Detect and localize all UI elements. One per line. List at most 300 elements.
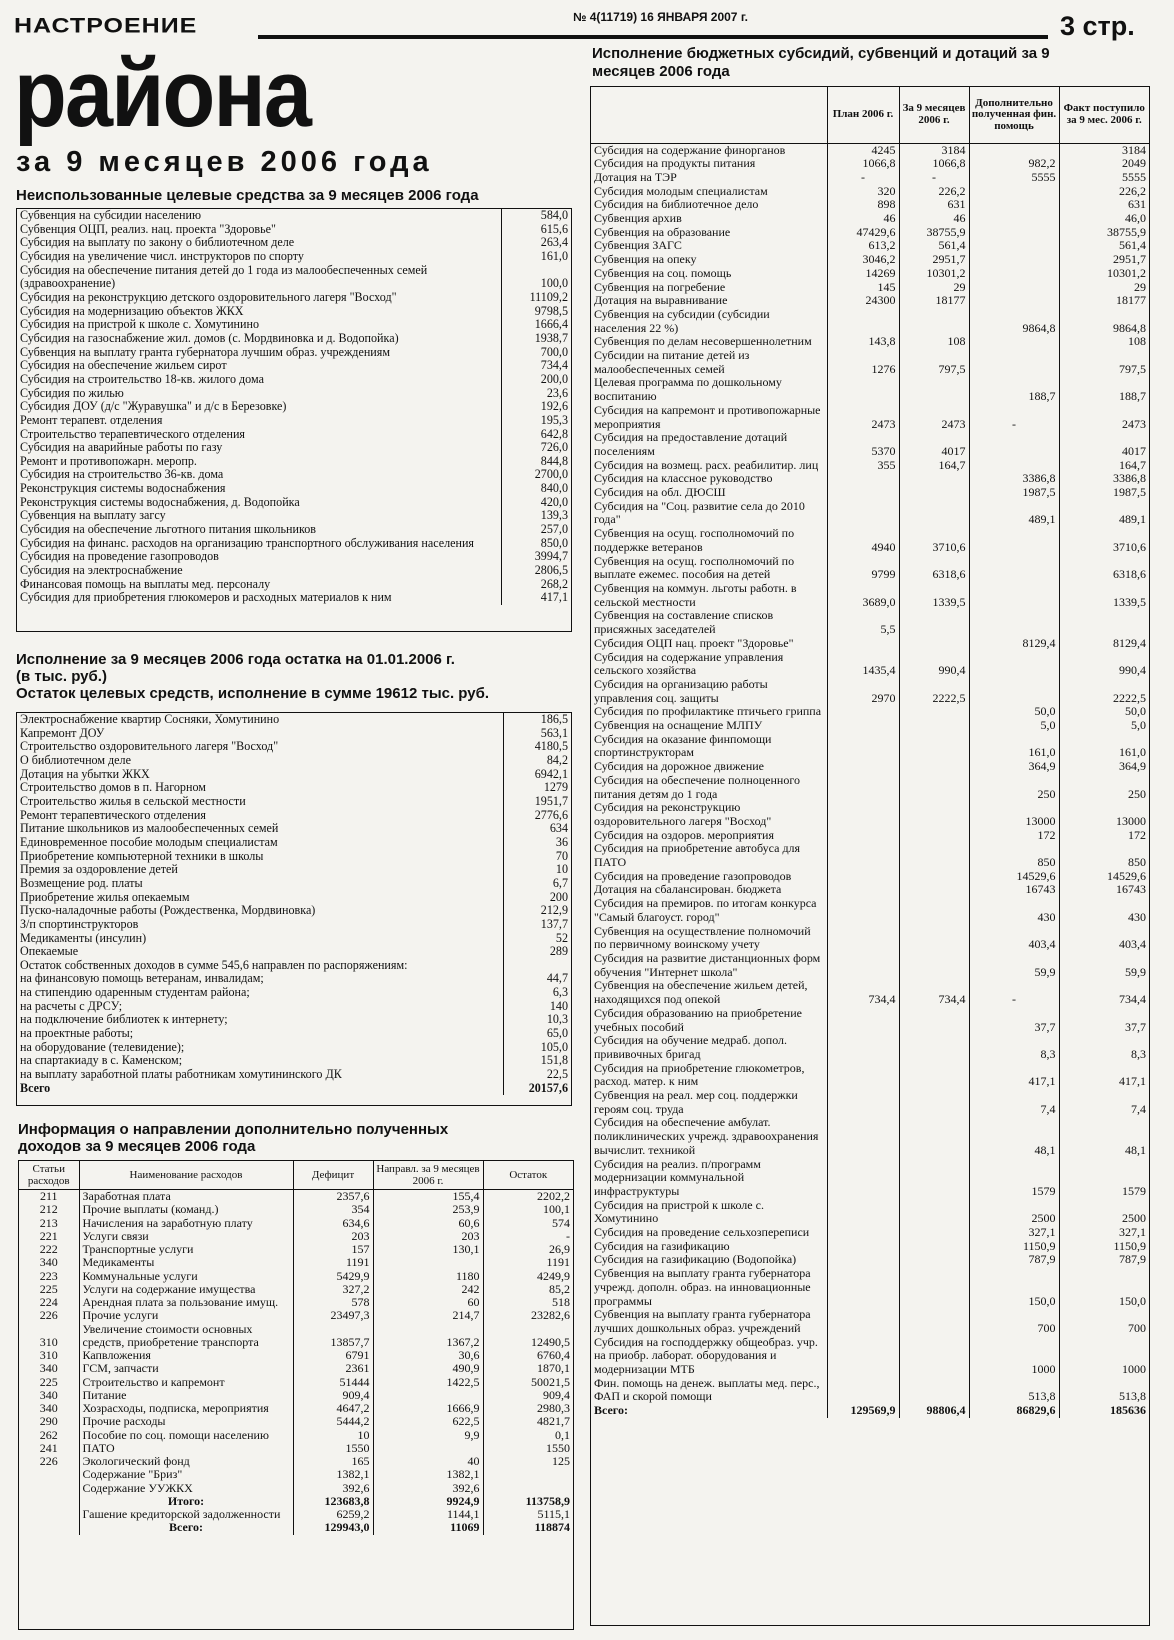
row-value: 50,0 (969, 705, 1059, 719)
table-row (591, 1116, 1149, 1157)
table-row (17, 496, 571, 510)
row-value: 2222,5 (1059, 678, 1149, 705)
row-value: 18177 (1059, 294, 1149, 308)
row-value (899, 801, 969, 828)
row-value: 212,9 (503, 904, 571, 918)
row-value (827, 870, 899, 884)
row-value: 561,4 (1059, 239, 1149, 253)
table-row (591, 335, 1149, 349)
row-value: 489,1 (969, 500, 1059, 527)
row-value (899, 925, 969, 952)
table-row (591, 801, 1149, 828)
row-name: Пуско-наладочные работы (Рождественка, Мордвиновка) (20, 904, 316, 918)
table-row (591, 1240, 1149, 1254)
row-name: Экологический фонд (79, 1455, 293, 1468)
row-value: 734,4 (501, 359, 571, 373)
row-value: 13000 (1059, 801, 1149, 828)
row-value (899, 1377, 969, 1404)
row-value (827, 829, 899, 843)
row-value: 417,1 (969, 1062, 1059, 1089)
row-name: Субсидия на газоснабжение жил. домов (с. Мордвиновка и д. Водопойка) (20, 331, 399, 345)
row-name: Субсидия на развитие дистанционных форм обучения "Интернет школа" (594, 951, 821, 979)
row-value: 1951,7 (503, 795, 571, 809)
row-value (827, 637, 899, 651)
table-row (591, 925, 1149, 952)
row-value: 6,7 (503, 877, 571, 891)
row-value: 584,0 (501, 209, 571, 223)
row-name: Субсидия на предоставление дотаций поселениям (594, 431, 788, 458)
row-value: 6942,1 (503, 768, 571, 782)
row-value: 355 (827, 459, 899, 473)
row-value: 263,4 (501, 236, 571, 250)
table-row (19, 1468, 573, 1481)
row-value (899, 1158, 969, 1199)
row-name: Субвенция на выплату гранта губернатора учрежд. дополн. образ. на инновационные программы (594, 1267, 811, 1308)
row-value (827, 1062, 899, 1089)
row-value (899, 842, 969, 869)
table-row (17, 373, 571, 387)
row-value: 165 (293, 1455, 373, 1468)
table-row (591, 733, 1149, 760)
row-value: 14529,6 (969, 870, 1059, 884)
row-value: 150,0 (969, 1267, 1059, 1308)
table-row (591, 376, 1149, 403)
additional-income-title: Информация о направлении дополнительно полученных (18, 1121, 449, 1138)
row-value (899, 952, 969, 979)
row-value: 320 (827, 185, 899, 199)
row-name: на оборудование (телевидение); (20, 1040, 185, 1054)
table-row (19, 1217, 573, 1230)
row-name: Услуги на содержание имущества (79, 1283, 293, 1296)
row-name: Субсидия на оказание финпомощи спортинструкторам (594, 732, 772, 760)
row-code: 340 (39, 1256, 58, 1270)
column-header (591, 87, 827, 143)
row-value (899, 1089, 969, 1116)
row-name: Субсидия на строительство 18-кв. жилого дома (20, 372, 264, 386)
table-row (17, 468, 571, 482)
column-header: Направл. за 9 месяцев 2006 г. (373, 1161, 483, 1190)
row-value (503, 959, 571, 973)
row-value: 1367,2 (373, 1323, 483, 1350)
column-header: Наименование расходов (79, 1161, 293, 1190)
table-row (591, 431, 1149, 458)
table-row (17, 1041, 571, 1055)
row-value: 631 (1059, 198, 1149, 212)
row-value: 2473 (899, 404, 969, 431)
row-value (827, 472, 899, 486)
row-name: Субвенция архив (594, 212, 682, 226)
row-value: 1550 (483, 1442, 573, 1455)
row-value: 430 (1059, 897, 1149, 924)
row-code (19, 1495, 79, 1508)
table-row (591, 609, 1149, 636)
table-row (19, 1230, 573, 1243)
row-value: 172 (969, 829, 1059, 843)
table-row (19, 1442, 573, 1455)
row-value: 2222,5 (899, 678, 969, 705)
row-value: 65,0 (503, 1027, 571, 1041)
row-name: Всего: (79, 1521, 293, 1534)
row-value: 3184 (1059, 143, 1149, 157)
row-value (827, 952, 899, 979)
table-row (591, 637, 1149, 651)
row-value (899, 500, 969, 527)
row-name: Гашение кредиторской задолженности (79, 1508, 293, 1521)
row-value: 490,9 (373, 1362, 483, 1375)
row-value: 700,0 (501, 346, 571, 360)
row-value (899, 1267, 969, 1308)
row-value: 137,7 (503, 918, 571, 932)
row-value: 417,1 (1059, 1062, 1149, 1089)
row-value: 6760,4 (483, 1349, 573, 1362)
row-value: 13000 (969, 801, 1059, 828)
row-value: 3994,7 (501, 550, 571, 564)
row-value (899, 1308, 969, 1335)
row-value: 1339,5 (1059, 582, 1149, 609)
row-value: 392,6 (293, 1482, 373, 1495)
row-value (969, 239, 1059, 253)
table-row (17, 727, 571, 741)
table-row (17, 986, 571, 1000)
row-value (827, 925, 899, 952)
row-name: Питание (79, 1389, 293, 1402)
row-value: 46 (827, 212, 899, 226)
table-row (19, 1389, 573, 1402)
row-value (969, 555, 1059, 582)
row-value (969, 143, 1059, 157)
row-value: 250 (969, 774, 1059, 801)
row-name: Субсидия для приобретения глюкомеров и расходных материалов к ним (20, 591, 392, 605)
table-row (17, 332, 571, 346)
row-value: 1382,1 (373, 1468, 483, 1481)
table-row (19, 1256, 573, 1269)
row-value (969, 185, 1059, 199)
table-row (591, 705, 1149, 719)
row-value (899, 637, 969, 651)
table-row (17, 414, 571, 428)
row-name: Субвенция на осущ. госполномочий по выплате ежемес. пособия на детей (594, 554, 795, 582)
row-value: 257,0 (501, 523, 571, 537)
row-value (899, 1253, 969, 1267)
row-name: Увеличение стоимости основных средств, приобретение транспорта (79, 1323, 293, 1350)
row-name: Субсидия на пристрой к школе с. Хомутинино (20, 318, 260, 332)
row-name: на расчеты с ДРСУ; (20, 999, 123, 1013)
table-row (17, 1054, 571, 1068)
row-value: 10 (293, 1429, 373, 1442)
row-value: 2473 (1059, 404, 1149, 431)
row-value: 2951,7 (899, 253, 969, 267)
row-value: 5444,2 (293, 1415, 373, 1428)
row-value: 3184 (899, 143, 969, 157)
table-row (17, 291, 571, 305)
row-value: 38755,9 (899, 226, 969, 240)
table-row (19, 1283, 573, 1296)
row-value: 9798,5 (501, 305, 571, 319)
table-row (17, 400, 571, 414)
issue-line: № 4(11719) 16 ЯНВАРЯ 2007 г. (573, 10, 748, 24)
row-name: Арендная плата за пользование имущ. (79, 1296, 293, 1309)
row-name: на спартакиаду в с. Каменском; (20, 1054, 183, 1068)
row-name: Субсидия по профилактике птичьего гриппа (594, 705, 822, 719)
row-code: 226 (39, 1309, 58, 1323)
row-name: Субсидия на организацию работы управления соц. защиты (594, 677, 768, 705)
row-value: - (827, 171, 899, 185)
row-value: 561,4 (899, 239, 969, 253)
table-row (19, 1349, 573, 1362)
row-name: Строительство домов в п. Нагорном (20, 781, 206, 795)
budget-subsidies-box (590, 86, 1150, 1626)
row-name: Финансовая помощь на выплаты мед. персоналу (20, 577, 271, 591)
row-value: 4249,9 (483, 1270, 573, 1283)
table-row (17, 863, 571, 877)
row-name: Субсидия на обеспечение жильем сирот (20, 359, 227, 373)
table-row (17, 264, 571, 291)
row-value: 403,4 (969, 925, 1059, 952)
row-value (827, 897, 899, 924)
row-value: 113758,9 (483, 1495, 573, 1508)
row-value: 185636 (1059, 1404, 1149, 1418)
row-name: Содержание УУЖКХ (79, 1482, 293, 1495)
column-header: Статьи расходов (19, 1161, 79, 1190)
row-value (827, 705, 899, 719)
row-value (827, 1267, 899, 1308)
row-name: Итого: (79, 1495, 293, 1508)
row-value: 226,2 (1059, 185, 1149, 199)
table-row (591, 1158, 1149, 1199)
row-value: 8129,4 (1059, 637, 1149, 651)
row-value (373, 1389, 483, 1402)
unused-funds-title: Неиспользованные целевые средства за 9 месяцев 2006 года (16, 187, 479, 204)
row-value: 188,7 (969, 376, 1059, 403)
column-header: Факт поступило за 9 мес. 2006 г. (1059, 87, 1149, 143)
row-name: Субсидия на господдержку общеобраз. учр. на приобр. лаборат. оборудования и модернизации МТБ (594, 1335, 818, 1377)
row-value (899, 870, 969, 884)
table-row (17, 455, 571, 469)
column-header: План 2006 г. (827, 87, 899, 143)
table-row (17, 550, 571, 564)
row-value (483, 1482, 573, 1495)
row-value: 1987,5 (969, 486, 1059, 500)
row-value: 4821,7 (483, 1415, 573, 1428)
row-name: Услуги связи (79, 1230, 293, 1243)
row-value: 9864,8 (969, 308, 1059, 335)
row-value: 513,8 (1059, 1377, 1149, 1404)
row-value: 1339,5 (899, 582, 969, 609)
row-value (969, 527, 1059, 554)
row-value: 2357,6 (293, 1190, 373, 1204)
row-value: 3046,2 (827, 253, 899, 267)
row-value: 250 (1059, 774, 1149, 801)
row-name: Субсидия на проведение сельхозпереписи (594, 1226, 810, 1240)
row-value (969, 459, 1059, 473)
row-value: 108 (899, 335, 969, 349)
row-code: 222 (39, 1243, 58, 1256)
table-row (17, 768, 571, 782)
row-value: 143,8 (827, 335, 899, 349)
table-row (591, 404, 1149, 431)
row-value: 253,9 (373, 1203, 483, 1216)
row-value: 203 (293, 1230, 373, 1243)
row-value: 118874 (483, 1521, 573, 1534)
row-value: 164,7 (899, 459, 969, 473)
row-value: 6318,6 (1059, 555, 1149, 582)
row-code: 211 (39, 1189, 58, 1203)
row-name: Реконструкция системы водоснабжения, д. Водопойка (20, 495, 300, 509)
row-value: 5115,1 (483, 1508, 573, 1521)
table-row (17, 1027, 571, 1041)
row-name: З/п спортинструкторов (20, 917, 139, 931)
row-name: Ремонт терапевт. отделения (20, 413, 163, 427)
table-row (591, 719, 1149, 733)
table-row (17, 591, 571, 605)
table-row (19, 1521, 573, 1534)
row-value (827, 1158, 899, 1199)
row-name: Субсидия на приобретение автобуса для ПАТО (594, 842, 801, 870)
table-row (591, 157, 1149, 171)
table-row (591, 349, 1149, 376)
row-value: 518 (483, 1296, 573, 1309)
table-row (19, 1429, 573, 1442)
row-name: Опекаемые (20, 945, 79, 959)
row-value: 151,8 (503, 1054, 571, 1068)
table-row (17, 318, 571, 332)
row-code: 241 (39, 1441, 58, 1455)
table-row (591, 486, 1149, 500)
row-value (899, 1240, 969, 1254)
row-name: Субвенция на оснащение МЛПУ (594, 719, 763, 733)
row-code: 226 (39, 1455, 58, 1468)
row-code: 225 (39, 1282, 58, 1296)
table-row (19, 1402, 573, 1415)
row-name: Субсидия на приобретение глюкометров, расход. матер. к ним (594, 1061, 805, 1089)
row-value: 1435,4 (827, 651, 899, 678)
row-value: 734,4 (1059, 979, 1149, 1006)
unused-funds-box (16, 208, 572, 632)
table-row (19, 1415, 573, 1428)
row-name: Субсидия по жилью (20, 386, 124, 400)
row-value: 60,6 (373, 1217, 483, 1230)
table-row (19, 1296, 573, 1309)
headline-big-word: района (14, 40, 311, 147)
row-name: на финансовую помощь ветеранам, инвалидам; (20, 972, 264, 986)
row-name: Субвенция на образование (594, 225, 731, 239)
table-row (17, 564, 571, 578)
row-value (899, 1062, 969, 1089)
row-name: Пособие по соц. помощи населению (79, 1429, 293, 1442)
row-name: Электроснабжение квартир Сосняки, Хомутинино (20, 713, 280, 726)
row-value (827, 1034, 899, 1061)
row-name: Хозрасходы, подписка, мероприятия (79, 1402, 293, 1415)
row-value: 3710,6 (899, 527, 969, 554)
row-name: Субсидия на проведение газопроводов (594, 869, 792, 883)
row-value: - (899, 171, 969, 185)
row-value: 289 (503, 945, 571, 959)
table-row (17, 250, 571, 264)
row-name: Субсидия на возмещ. расх. реабилитир. лиц (594, 458, 819, 472)
table-row (17, 523, 571, 537)
table-row (591, 678, 1149, 705)
row-name: Субсидия на реализ. п/программ модернизации коммунальной инфраструктуры (594, 1157, 761, 1198)
row-value (899, 760, 969, 774)
table-row (17, 209, 571, 223)
table-row (19, 1323, 573, 1350)
row-value: 1666,4 (501, 318, 571, 332)
row-value (899, 1034, 969, 1061)
row-value: 513,8 (969, 1377, 1059, 1404)
additional-income-title-2: доходов за 9 месяцев 2006 года (18, 1138, 256, 1155)
row-value: 642,8 (501, 428, 571, 442)
table-row (591, 842, 1149, 869)
row-value: 1870,1 (483, 1362, 573, 1375)
row-value: 14529,6 (1059, 870, 1149, 884)
table-row (591, 1404, 1149, 1418)
row-name: Субвенция по делам несовершеннолетним (594, 335, 812, 349)
row-value: 4017 (899, 431, 969, 458)
additional-income-box (18, 1160, 574, 1630)
table-row (17, 537, 571, 551)
row-value: 44,7 (503, 972, 571, 986)
row-value: 13857,7 (293, 1323, 373, 1350)
row-value (827, 883, 899, 897)
table-row (591, 281, 1149, 295)
row-value: 30,6 (373, 1349, 483, 1362)
row-value: 164,7 (1059, 459, 1149, 473)
row-name: Целевая программа по дошкольному воспитанию (594, 376, 782, 404)
row-value: 3386,8 (969, 472, 1059, 486)
row-value (969, 281, 1059, 295)
row-name: Субвенция на опеку (594, 253, 697, 267)
row-name: Субвенция на составление списков присяжных заседателей (594, 609, 774, 637)
row-value: 909,4 (483, 1389, 573, 1402)
row-name: Субсидия на "Соц. развитие села до 2010 года" (594, 499, 805, 527)
row-value (899, 308, 969, 335)
table-row (591, 212, 1149, 226)
row-value: 1066,8 (899, 157, 969, 171)
row-value (969, 253, 1059, 267)
row-value (827, 500, 899, 527)
row-value (827, 486, 899, 500)
row-value: 46 (899, 212, 969, 226)
row-value: 129943,0 (293, 1521, 373, 1534)
row-value: 139,3 (501, 509, 571, 523)
row-name: Реконструкция системы водоснабжения (20, 482, 226, 496)
row-value: - (969, 979, 1059, 1006)
row-name: на проектные работы; (20, 1027, 134, 1041)
row-value (969, 678, 1059, 705)
row-value: 1666,9 (373, 1402, 483, 1415)
row-value: 157 (293, 1243, 373, 1256)
row-name: Содержание "Бриз" (79, 1468, 293, 1481)
rubric-title: НАСТРОЕНИЕ (14, 14, 198, 38)
table-row (17, 972, 571, 986)
table-row (17, 509, 571, 523)
row-value: 10,3 (503, 1013, 571, 1027)
row-value: 1191 (293, 1256, 373, 1269)
row-value: 2776,6 (503, 809, 571, 823)
row-value (827, 842, 899, 869)
row-code: 340 (39, 1402, 58, 1415)
row-name: Фин. помощь на денеж. выплаты мед. перс., ФАП и скорой помощи (594, 1376, 820, 1404)
row-value (899, 472, 969, 486)
row-name: Заработная плата (79, 1190, 293, 1204)
row-value: 392,6 (373, 1482, 483, 1495)
row-name: Капвложения (79, 1349, 293, 1362)
row-name: Единовременное пособие молодым специалистам (20, 835, 278, 849)
row-value: 1276 (827, 349, 899, 376)
row-name: Субсидия на классное руководство (594, 472, 773, 486)
row-value: 3710,6 (1059, 527, 1149, 554)
row-code: 223 (39, 1269, 58, 1283)
